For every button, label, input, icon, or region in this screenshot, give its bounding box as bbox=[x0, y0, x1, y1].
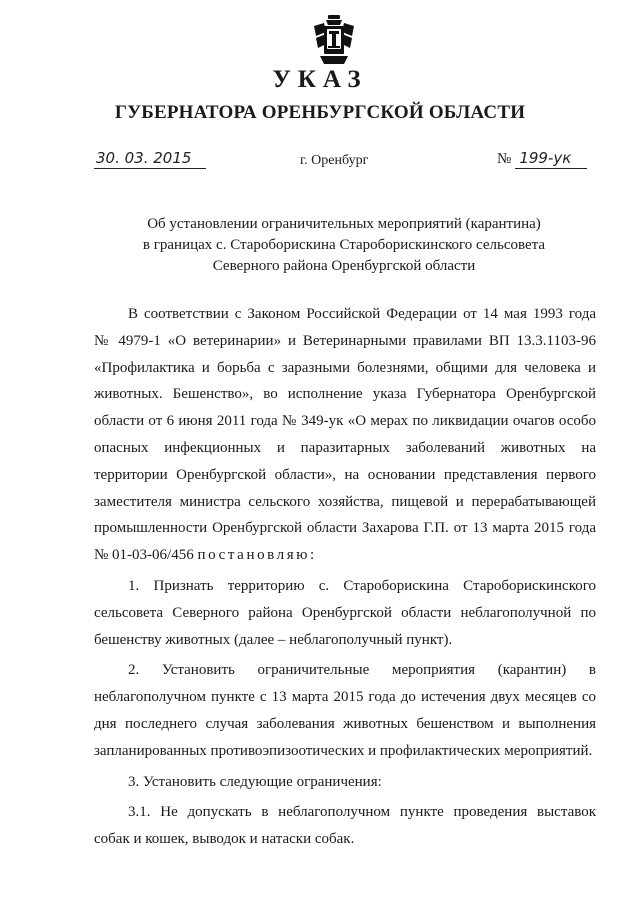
paragraph-line: территории Оренбургской области», на основании представления первого bbox=[94, 466, 596, 483]
document-title: УКАЗ bbox=[272, 66, 368, 93]
paragraph-line: дня последнего случая заболевания животных бешенством и выполнения bbox=[94, 715, 596, 732]
paragraph-line: В соответствии с Законом Российской Федерации от 14 мая 1993 года bbox=[128, 306, 596, 322]
paragraph-line: заместителя министра сельского хозяйства, пищевой и перерабатывающей bbox=[94, 493, 596, 510]
decree-word: постановляю: bbox=[197, 547, 317, 564]
paragraph-line: неблагополучном пункте с 13 марта 2015 года до истечения двух месяцев со bbox=[94, 689, 596, 706]
item-paragraph-2 bbox=[94, 657, 596, 764]
document-subject bbox=[140, 214, 548, 277]
paragraph-line: запланированных противоэпизоотических и профилактических мероприятий. bbox=[94, 742, 593, 759]
subject-line: Об установлении ограничительных мероприятий (карантина) bbox=[147, 216, 541, 232]
paragraph-line: 3. Установить следующие ограничения: bbox=[128, 773, 382, 790]
document-number bbox=[497, 148, 587, 169]
paragraph-line: 1. Признать территорию с. Староборискина Староборискинского bbox=[128, 577, 596, 594]
preamble-paragraph bbox=[94, 301, 596, 569]
document-body bbox=[94, 301, 596, 853]
document-subtitle: ГУБЕРНАТОРА ОРЕНБУРГСКОЙ ОБЛАСТИ bbox=[114, 102, 526, 123]
document-date: 30. 03. 2015 bbox=[94, 148, 206, 169]
subject-line: в границах с. Староборискина Староборискинского сельсовета bbox=[142, 237, 546, 253]
paragraph-line: № 4979-1 «О ветеринарии» и Ветеринарными правилами ВП 13.3.1103-96 bbox=[94, 332, 596, 349]
paragraph-line: «Профилактика и борьба с заразными болезнями, общими для человека и bbox=[94, 359, 596, 376]
paragraph-line: 3.1. Не допускать в неблагополучном пункте проведения выставок bbox=[128, 804, 596, 821]
paragraph-line: опасных инфекционных и паразитарных заболеваний животных на bbox=[94, 439, 596, 456]
subject-line: Северного района Оренбургской области bbox=[212, 258, 476, 274]
paragraph-line: животных. Бешенство», во исполнение указа Губернатора Оренбургской bbox=[94, 386, 596, 403]
item-paragraph-3 bbox=[94, 769, 596, 796]
paragraph-line: 2. Установить ограничительные мероприятия (карантин) в bbox=[128, 662, 596, 679]
number-label: № bbox=[497, 151, 512, 167]
paragraph-line: бешенству животных (далее – неблагополучный пункт). bbox=[94, 631, 453, 648]
paragraph-line: промышленности Оренбургской области Захарова Г.П. от 13 марта 2015 года bbox=[94, 520, 596, 537]
coat-of-arms-emblem bbox=[312, 14, 356, 66]
paragraph-line: области от 6 июня 2011 года № 349-ук «О мерах по ликвидации очагов особо bbox=[94, 413, 596, 430]
paragraph-line: сельсовета Северного района Оренбургской области неблагополучной по bbox=[94, 604, 596, 621]
number-value: 199-ук bbox=[515, 148, 587, 169]
item-paragraph-1 bbox=[94, 573, 596, 653]
reference-number: № 01-03-06/456 bbox=[94, 547, 194, 564]
item-paragraph-3-1 bbox=[94, 799, 596, 853]
paragraph-line bbox=[94, 542, 596, 569]
paragraph-line: собак и кошек, выводок и натаски собак. bbox=[94, 831, 355, 848]
document-city: г. Оренбург bbox=[300, 153, 369, 168]
